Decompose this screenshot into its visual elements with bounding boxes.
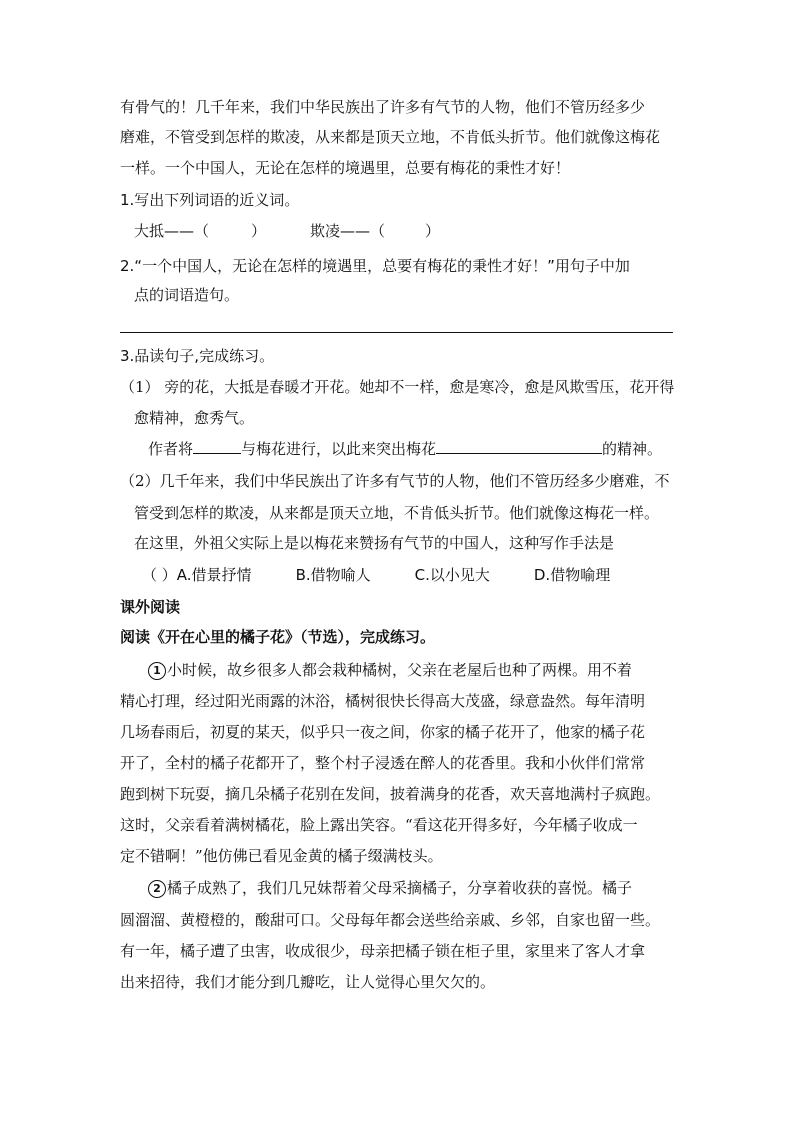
question-2-line: 点的词语造句。 <box>134 286 240 304</box>
passage-line: 一样。一个中国人，无论在怎样的境遇里，总要有梅花的秉性才好！ <box>120 159 571 177</box>
question-2-line: 2.“一个中国人，无论在怎样的境遇里，总要有梅花的秉性才好！”用句子中加 <box>120 257 630 275</box>
paragraph-1-line: 跑到树下玩耍，摘几朵橘子花别在发间，披着满身的花香，欢天喜地满村子疯跑。 <box>120 785 661 803</box>
fill-blank-2[interactable] <box>436 439 602 454</box>
question-3-prompt: 在这里，外祖父实际上是以梅花来赞扬有气节的中国人，这种写作手法是 <box>134 534 615 552</box>
fill-blank-1[interactable] <box>193 439 241 454</box>
option-b[interactable]: B.借物喻人 <box>295 566 371 584</box>
paragraph-2-line: 2 橘子成熟了，我们几兄妹帮着父母采摘橘子，分享着收获的喜悦。橘子 <box>148 878 632 898</box>
option-d[interactable]: D.借物喻理 <box>533 566 611 584</box>
synonym-item-1: 大抵——（ <box>134 222 210 240</box>
paragraph-1-line: 1 小时候，故乡很多人都会栽种橘树，父亲在老屋后也种了两棵。用不着 <box>148 660 632 680</box>
paragraph-number-1: 1 <box>148 662 166 680</box>
synonym-item-1-close: ） <box>251 222 267 240</box>
paragraph-1-line: 开了，全村的橘子花都开了，整个村子浸透在醉人的花香里。我和小伙伴们常常 <box>120 754 646 772</box>
sentence-2-line: 管受到怎样的欺凌，从来都是顶天立地，不肯低头折节。他们就像这梅花一样。 <box>134 504 660 522</box>
fill-text-b: 与梅花进行，以此来突出梅花 <box>241 440 437 458</box>
paragraph-1-line: 这时，父亲看着满树橘花，脸上露出笑容。“看这花开得多好，今年橘子收成一 <box>120 816 638 834</box>
answer-line <box>120 332 673 333</box>
fill-blank-sentence <box>148 439 662 459</box>
sentence-1-line: 愈精神，愈秀气。 <box>134 409 255 427</box>
fill-text-a: 作者将 <box>148 440 194 458</box>
question-1-title: 1.写出下列词语的近义词。 <box>120 191 300 209</box>
synonym-item-2: 欺凌——（ <box>310 222 386 240</box>
reading-title: 阅读《开在心里的橘子花》（节选），完成练习。 <box>120 628 436 646</box>
option-a[interactable]: A.借景抒情 <box>176 566 252 584</box>
paragraph-2-line: 有一年，橘子遭了虫害，收成很少，母亲把橘子锁在柜子里，家里来了客人才拿 <box>120 942 646 960</box>
sentence-2-line: （2）几千年来，我们中华民族出了许多有气节的人物，他们不管历经多少磨难，不 <box>120 472 670 490</box>
paragraph-2-line: 圆溜溜、黄橙橙的，酸甜可口。父母每年都会送些给亲戚、乡邻，自家也留一些。 <box>120 911 661 929</box>
paragraph-2-line: 出来招待，我们才能分到几瓣吃，让人觉得心里欠欠的。 <box>120 973 496 991</box>
question-1-items <box>134 221 440 241</box>
synonym-item-2-close: ） <box>425 222 441 240</box>
options-row <box>142 565 610 585</box>
paragraph-1-line: 几场春雨后，初夏的某天，似乎只一夜之间，你家的橘子花开了，他家的橘子花 <box>120 723 646 741</box>
fill-text-c: 的精神。 <box>602 440 663 458</box>
passage-line: 有骨气的！几千年来，我们中华民族出了许多有气节的人物，他们不管历经多少 <box>120 98 646 116</box>
question-3-title: 3.品读句子,完成练习。 <box>120 347 275 365</box>
section-heading: 课外阅读 <box>120 598 181 616</box>
answer-paren[interactable]: （ ） <box>142 566 177 584</box>
sentence-1-line: （1） 旁的花，大抵是春暖才开花。她却不一样，愈是寒冷，愈是风欺雪压，花开得 <box>120 378 675 396</box>
paragraph-1-line: 定不错啊！”他仿佛已看见金黄的橘子缀满枝头。 <box>120 847 443 865</box>
option-c[interactable]: C.以小见大 <box>414 566 490 584</box>
passage-line: 磨难，不管受到怎样的欺凌，从来都是顶天立地，不肯低头折节。他们就像这梅花 <box>120 128 661 146</box>
paragraph-1-line: 精心打理，经过阳光雨露的沐浴，橘树很快长得高大茂盛，绿意盎然。每年清明 <box>120 692 646 710</box>
paragraph-number-2: 2 <box>148 880 166 898</box>
